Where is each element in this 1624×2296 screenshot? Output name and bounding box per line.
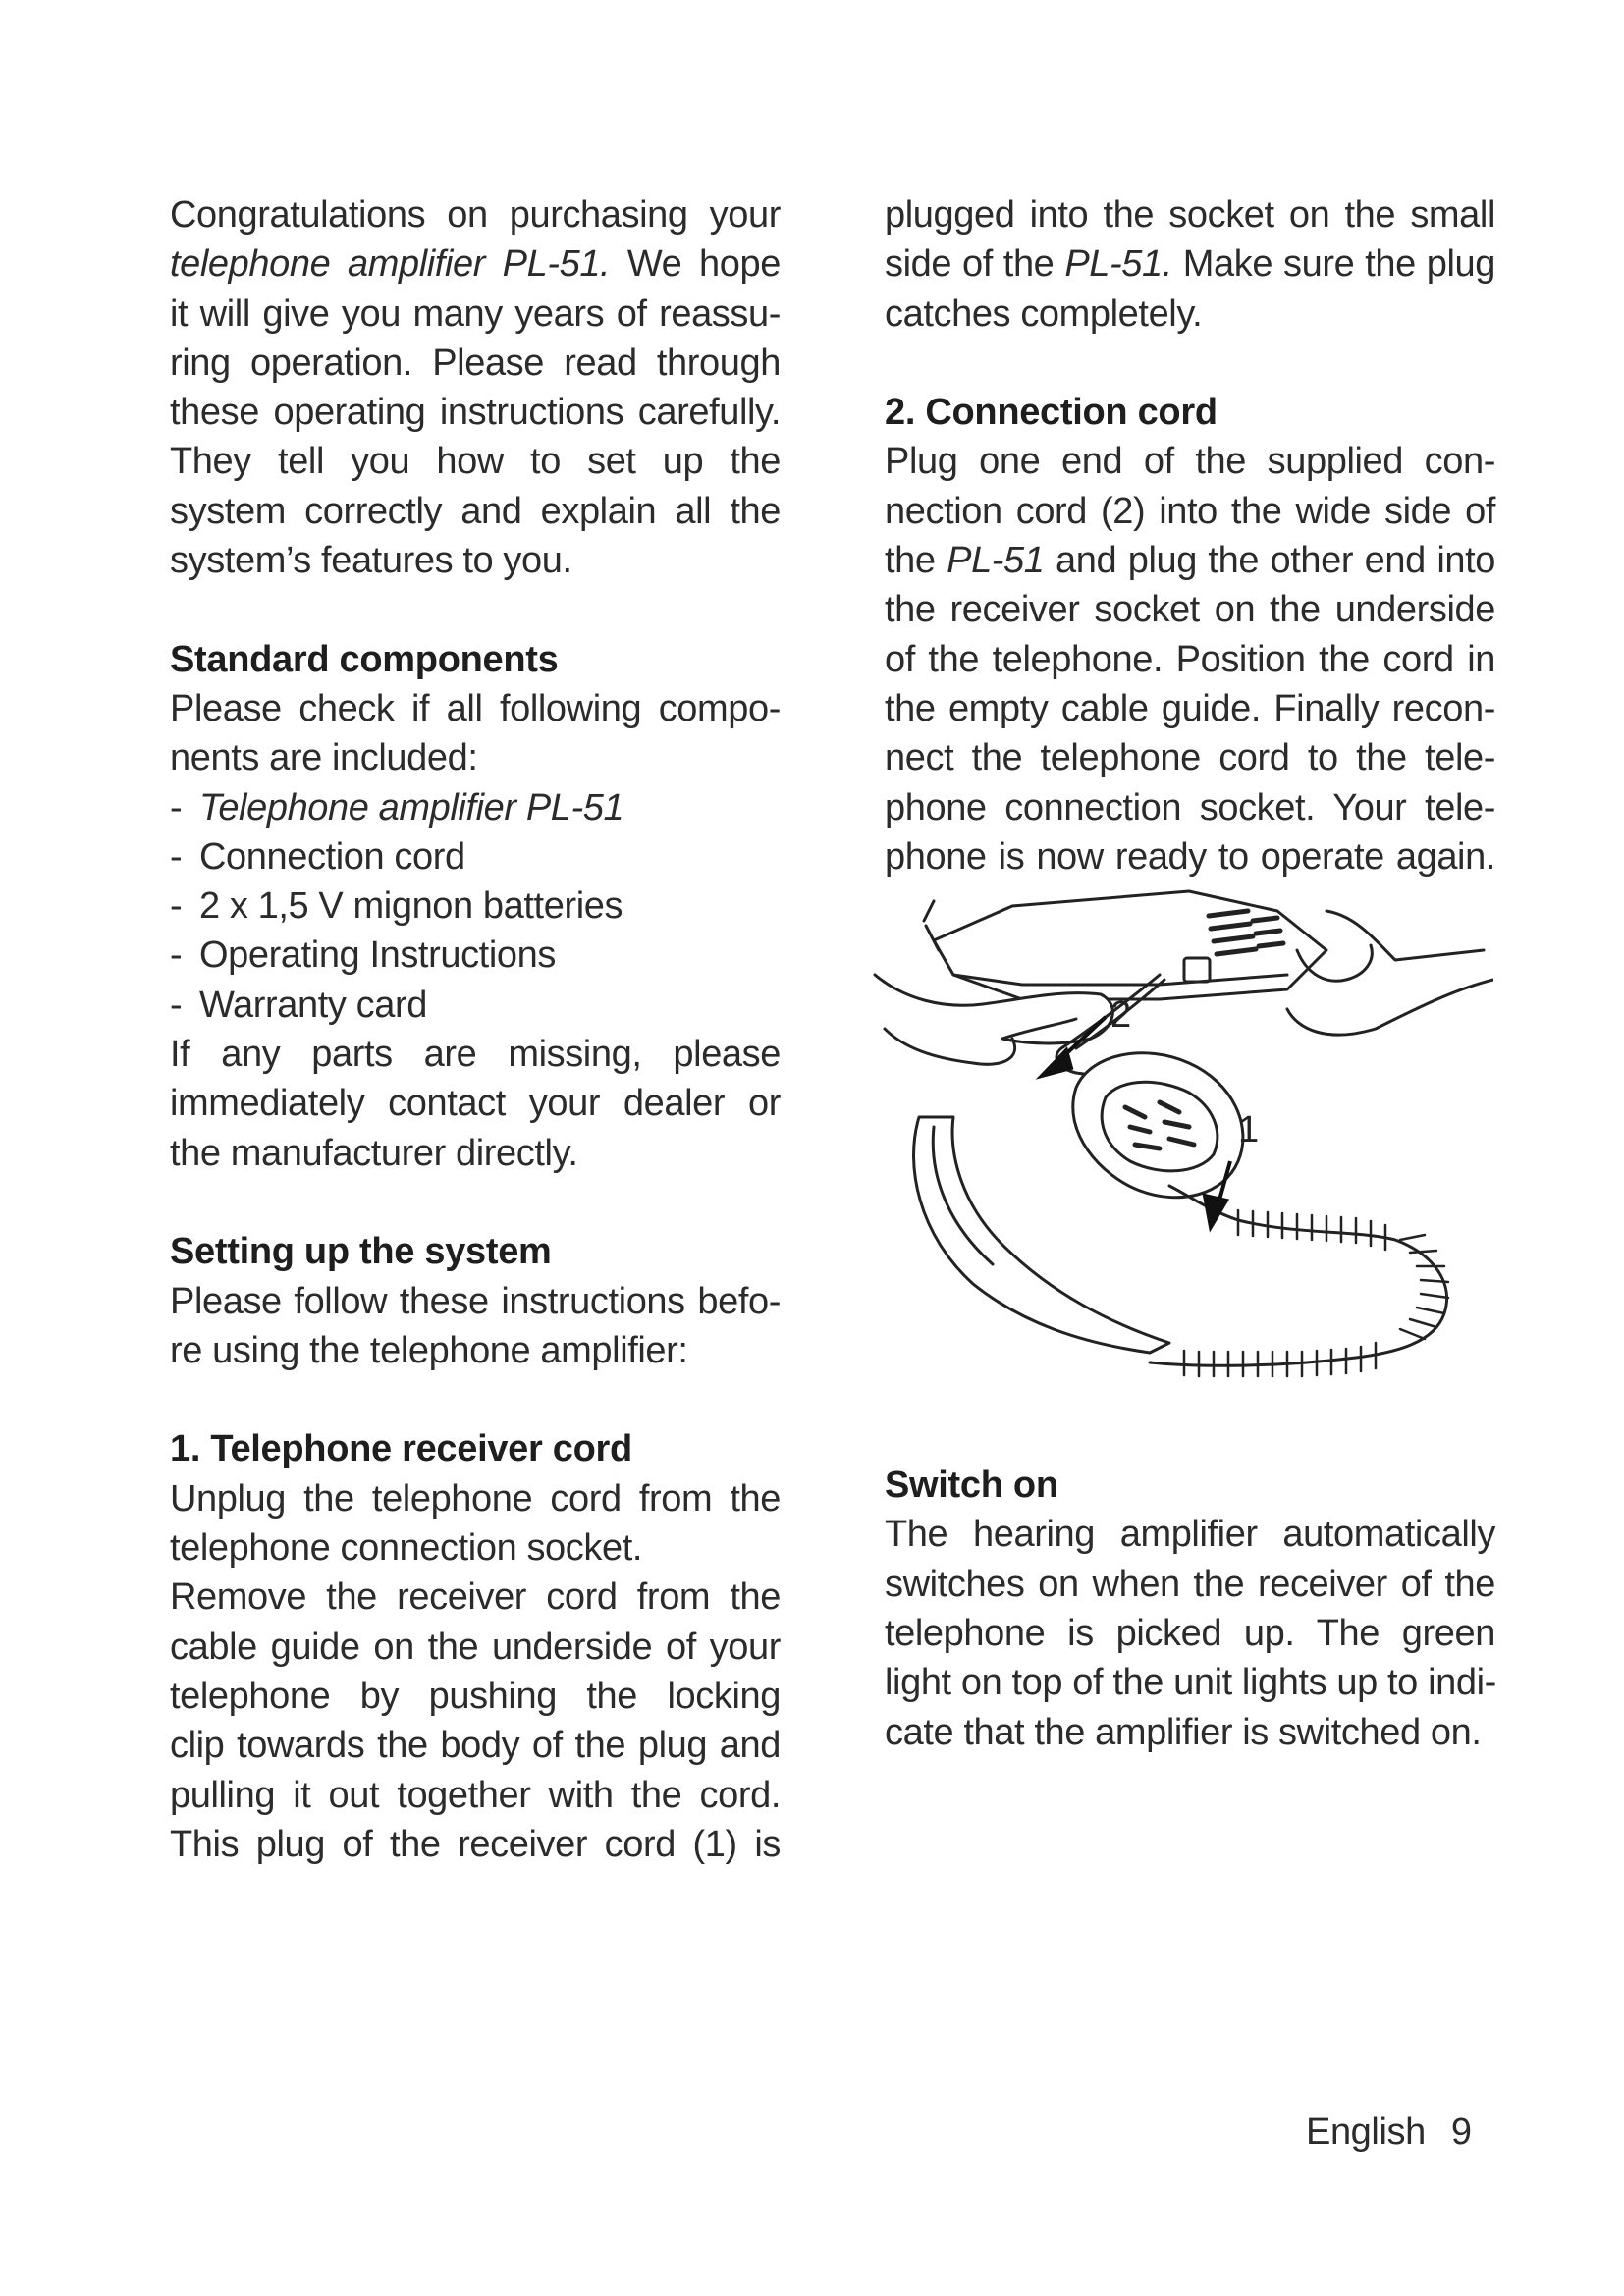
product-name: telephone amplifier PL-51. <box>170 243 611 286</box>
connection-text-line: of the telephone. Position the cord in <box>885 638 1495 680</box>
intro-line: system correctly and explain all the <box>170 490 781 532</box>
telephone-amplifier-drawing <box>865 881 1493 1461</box>
receiver-text-line: clip towards the body of the plug and <box>170 1725 781 1767</box>
footer-language: English <box>1306 2111 1426 2153</box>
connection-text-line: phone connection socket. Your tele- <box>885 786 1495 828</box>
connection-text-line: Plug one end of the supplied con- <box>885 441 1495 483</box>
connection-text: the <box>885 540 947 582</box>
standard-components-heading: Standard components <box>170 638 559 680</box>
receiver-cord-section <box>170 1424 781 1869</box>
connection-text-line: phone is now ready to operate again. <box>885 835 1495 878</box>
receiver-text-line: Unplug the telephone cord from the <box>170 1477 781 1520</box>
standard-text-line: Please check if all following compo- <box>170 687 781 729</box>
component-name: Warranty card <box>199 984 428 1026</box>
right-column <box>885 190 1495 1757</box>
connection-text-line: the receiver socket on the underside <box>885 589 1495 631</box>
page-footer <box>1306 2108 1472 2157</box>
connection-cord-heading: 2. Connection cord <box>885 392 1218 434</box>
product-name: PL-51. <box>1064 243 1172 286</box>
switch-text-line: cate that the amplifier is switched on. <box>885 1711 1482 1753</box>
setup-text-line: Please follow these instructions befo- <box>170 1280 781 1322</box>
label-2: 2 <box>1110 994 1132 1037</box>
standard-components-section <box>170 635 781 1178</box>
continued-line: plugged into the socket on the small <box>885 194 1495 236</box>
standard-text-line: immediately contact your dealer or <box>170 1083 781 1125</box>
setup-text-line: re using the telephone amplifier: <box>170 1329 688 1371</box>
bullet-dash: - <box>170 984 183 1026</box>
receiver-text-line: Remove the receiver cord from the <box>170 1576 781 1619</box>
intro-line: it will give you many years of reassu- <box>170 293 781 335</box>
receiver-text-line: telephone by pushing the locking <box>170 1675 781 1717</box>
left-column <box>170 190 781 1869</box>
setup-section <box>170 1227 781 1375</box>
component-name: Connection cord <box>199 835 465 878</box>
intro-line: They tell you how to set up the <box>170 441 781 483</box>
continued-line: catches completely. <box>885 293 1203 335</box>
switch-text-line: telephone is picked up. The green <box>885 1613 1495 1655</box>
component-list-item <box>170 981 781 1030</box>
connection-text-line: the empty cable guide. Finally recon- <box>885 687 1495 729</box>
component-list-item <box>170 931 781 980</box>
bullet-dash: - <box>170 934 183 977</box>
intro-line: these operating instructions carefully. <box>170 392 781 434</box>
intro-line: Congratulations on purchasing your <box>170 194 781 236</box>
connection-text-line <box>885 536 1495 585</box>
component-name: 2 x 1,5 V mignon batteries <box>199 885 623 928</box>
bullet-dash: - <box>170 786 183 828</box>
intro-text: We hope <box>610 243 781 286</box>
connection-text: and plug the other end into <box>1044 540 1495 582</box>
continued-paragraph <box>885 190 1495 339</box>
continued-text: side of the <box>885 243 1065 286</box>
receiver-text-line: pulling it out together with the cord. <box>170 1774 781 1816</box>
intro-line: system’s features to you. <box>170 540 572 582</box>
connection-text-line: nect the telephone cord to the tele- <box>885 737 1495 779</box>
receiver-text-line: This plug of the receiver cord (1) is <box>170 1823 781 1865</box>
component-list-item <box>170 881 781 931</box>
intro-line: ring operation. Please read through <box>170 342 781 384</box>
component-name: Operating Instructions <box>199 934 556 977</box>
intro-line <box>170 240 781 289</box>
bullet-dash: - <box>170 885 183 928</box>
receiver-cord-heading: 1. Telephone receiver cord <box>170 1428 632 1470</box>
standard-text-line: the manufacturer directly. <box>170 1132 578 1174</box>
standard-text-line: If any parts are missing, please <box>170 1034 781 1076</box>
standard-text-line: nents are included: <box>170 737 478 779</box>
switch-on-heading: Switch on <box>885 1465 1058 1507</box>
receiver-text-line: telephone connection socket. <box>170 1527 643 1570</box>
switch-on-section <box>885 1461 1495 1757</box>
switch-text-line: light on top of the unit lights up to indi- <box>885 1662 1496 1704</box>
connection-illustration <box>865 881 1493 1461</box>
label-1: 1 <box>1238 1109 1260 1151</box>
page-number: 9 <box>1450 2111 1472 2153</box>
component-name: Telephone amplifier PL-51 <box>199 786 624 828</box>
receiver-text-line: cable guide on the underside of your <box>170 1626 781 1668</box>
connection-text-line: nection cord (2) into the wide side of <box>885 490 1495 532</box>
component-list-item <box>170 832 781 881</box>
connection-cord-section <box>885 388 1495 881</box>
switch-text-line: The hearing amplifier automatically <box>885 1514 1495 1556</box>
switch-text-line: switches on when the receiver of the <box>885 1563 1495 1605</box>
setup-heading: Setting up the system <box>170 1231 552 1273</box>
component-list-item <box>170 783 781 832</box>
intro-paragraph <box>170 190 781 585</box>
continued-line <box>885 240 1495 289</box>
product-name: PL-51 <box>947 540 1045 582</box>
bullet-dash: - <box>170 835 183 878</box>
continued-text: Make sure the plug <box>1171 243 1495 286</box>
